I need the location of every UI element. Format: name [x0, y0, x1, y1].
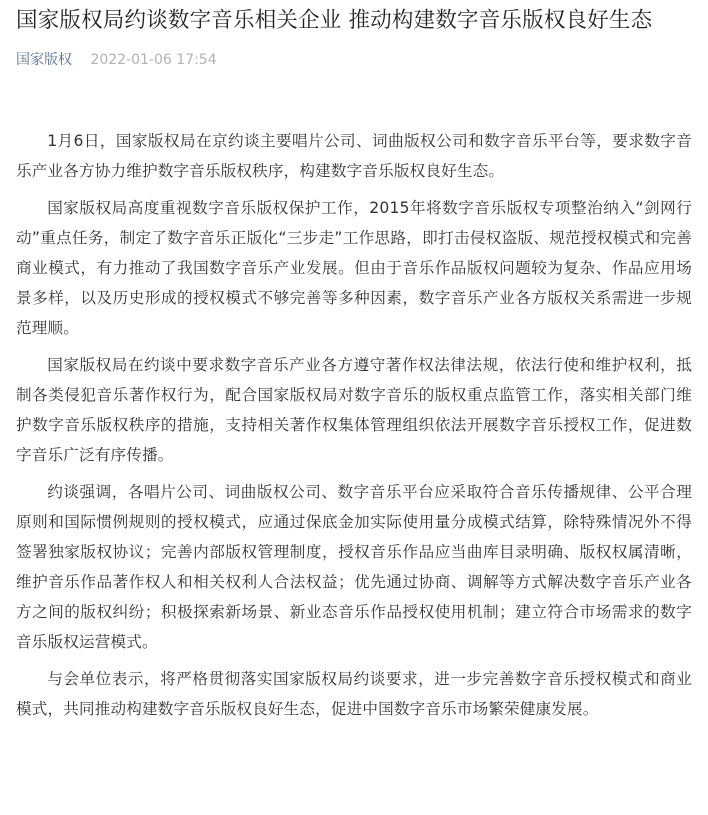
publish-date: 2022-01-06 17:54	[90, 52, 217, 68]
paragraph: 1月6日，国家版权局在京约谈主要唱片公司、词曲版权公司和数字音乐平台等，要求数字音乐产业各方协力维护数字音乐版权秩序，构建数字音乐版权良好生态。	[16, 132, 692, 180]
paragraph: 与会单位表示，将严格贯彻落实国家版权局约谈要求，进一步完善数字音乐授权模式和商业模式，共同推动构建数字音乐版权良好生态，促进中国数字音乐市场繁荣健康发展。	[16, 670, 692, 718]
paragraph: 国家版权局高度重视数字音乐版权保护工作，2015年将数字音乐版权专项整治纳入“剑网行动”重点任务，制定了数字音乐正版化“三步走”工作思路，即打击侵权盗版、规范授权模式和完善商业模式，有力推动了我国数字音乐产业发展。但由于音乐作品版权问题较为复杂、作品应用场景多样，以及历史形成的授权模式不够完善等多种因素，数字音乐产业各方版权关系需进一步规范理顺。	[16, 199, 692, 337]
article-meta	[16, 50, 708, 70]
account-name-link[interactable]: 国家版权	[16, 52, 72, 68]
paragraph: 约谈强调，各唱片公司、词曲版权公司、数字音乐平台应采取符合音乐传播规律、公平合理原则和国际惯例规则的授权模式，应通过保底金加实际使用量分成模式结算，除特殊情况外不得签署独家版权协议；完善内部版权管理制度，授权音乐作品应当曲库目录明确、版权权属清晰，维护音乐作品著作权人和相关权利人合法权益；优先通过协商、调解等方式解决数字音乐产业各方之间的版权纠纷；积极探索新场景、新业态音乐作品授权使用机制；建立符合市场需求的数字音乐版权运营模式。	[16, 483, 692, 651]
paragraph: 国家版权局在约谈中要求数字音乐产业各方遵守著作权法律法规，依法行使和维护权利，抵制各类侵犯音乐著作权行为，配合国家版权局对数字音乐的版权重点监管工作，落实相关部门维护数字音乐版权秩序的措施，支持相关著作权集体管理组织依法开展数字音乐授权工作，促进数字音乐广泛有序传播。	[16, 356, 692, 464]
article-body	[16, 126, 692, 724]
article-title: 国家版权局约谈数字音乐相关企业 推动构建数字音乐版权良好生态	[16, 8, 653, 33]
